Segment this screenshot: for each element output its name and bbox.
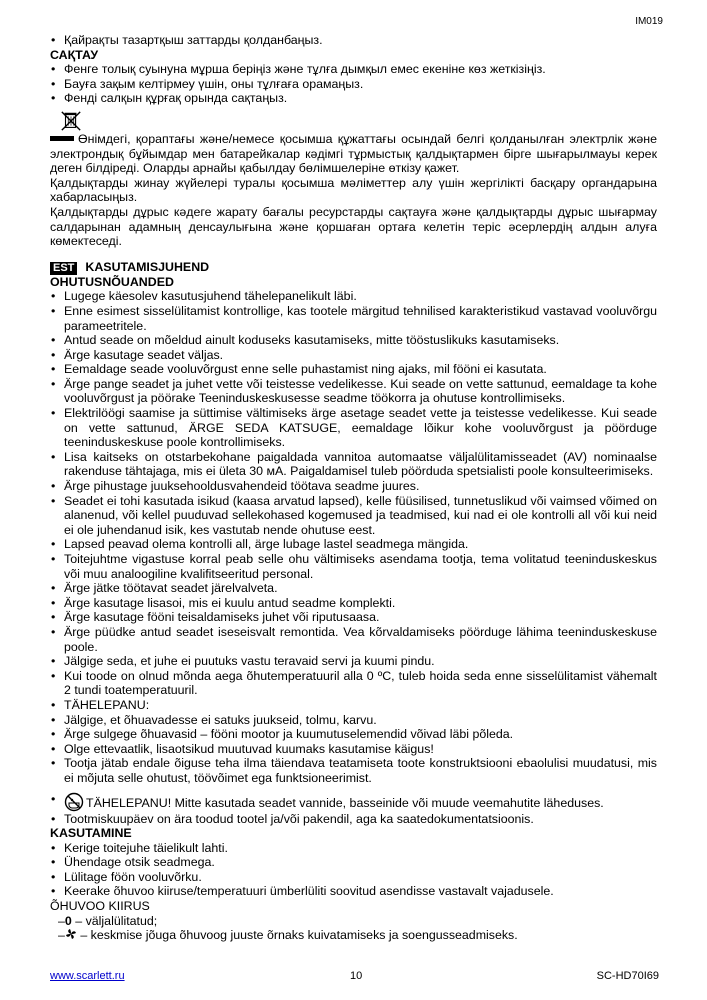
et-title: KASUTAMISJUHEND [85,259,210,274]
et-safety-item: • Jälgige seda, et juhe ei puutuks vastu teravaid servi ja kuumi pindu. [50,654,657,669]
et-manufacture-date: • Tootmiskuupäev on ära toodud tootel ja/või pakendil, aga ka saatedokumentatsioonis. [50,812,657,827]
et-bath-warning [50,792,657,812]
et-safety-item: • Elektrilöögi saamise ja süttimise vältimiseks ärge asetage seadet vette ja teistesse vedelikesse. Kui seade on vette sattunud, ÄRGE SEDA KATSUGE, eemaldage lõikur kohe vooluvõrgust ja pöörduge teeninduskeskuse poole kontrollimiseks. [50,406,657,450]
et-safety-item: • Ärge kasutage seadet väljas. [50,348,657,363]
website-link[interactable]: www.scarlett.ru [50,970,125,982]
et-safety-item: • Jälgige, et õhuavadesse ei satuks juukseid, tolmu, karvu. [50,713,657,728]
speed-mode-medium [50,928,657,943]
et-safety-item: • Olge ettevaatlik, lisaotsikud muutuvad kuumaks kasutamise käigus! [50,742,657,757]
et-safety-heading: OHUTUSNÕUANDED [50,274,174,289]
mode-text: – väljalülitatud; [71,913,158,928]
et-safety-item: • Ärge kasutage fööni teisaldamiseks juhet või riputusaasa. [50,610,657,625]
et-safety-item: • Antud seade on mõeldud ainult koduseks kasutamiseks, mitte tööstuslikuks kasutamiseks. [50,333,657,348]
et-speed-heading: ÕHUVOO KIIRUS [50,899,150,914]
et-safety-item: • Lapsed peavad olema kontrolli all, ärge lubage lastel seadmega mängida. [50,537,657,552]
kk-paragraph: Қалдықтарды жинау жүйелері туралы қосымша мәліметтер алу үшін жергілікті басқару органдарына хабарласыңыз. [50,175,657,205]
et-safety-item: • Ärge sulgege õhuavasid – fööni mootor ja kuumutuselemendid võivad läbi põleda. [50,727,657,742]
et-usage-item: • Keerake õhuvoo kiiruse/temperatuuri ümberlüliti soovitud asendisse vastavalt vajadusele. [50,884,657,899]
et-safety-item: • Ärge kasutage lisasoi, mis ei kuulu antud seadme komplekti. [50,596,657,611]
document-code: IM019 [635,16,663,27]
language-badge: EST [50,262,77,275]
et-section-title [50,260,657,275]
kk-recycle-text: Өнімдегі, қорaптағы және/немесе қосымша құжаттағы осындай белгі қолданылған электрлік және электрондық бұйымдар мен батарейкалар кәдімгі тұрмыстық қалдықтармен бірге шығарылмауы керек деген білдіреді. Оларды арнайы қабылдау бөлімшелеріне өткізу қажет. [50,131,657,176]
kk-storage-item: • Фенге толық суынуна мұрша беріңіз және тұлға дымқыл емес екеніне көз жеткізіңіз. [50,62,657,77]
et-usage-item: • Ühendage otsik seadmega. [50,855,657,870]
crossed-bin-icon [60,110,82,132]
et-safety-item: • Ärge püüdke antud seadet iseseisvalt remontida. Vea kõrvaldamiseks pöörduge lähima teeninduskeskuse poole. [50,625,657,654]
et-safety-item: • Eemaldage seade vooluvõrgust enne selle puhastamist ning ajaks, mil fööni ei kasutata. [50,362,657,377]
mode-text: – keskmise jõuga õhuvoog juuste õrnaks kuivatamiseks ja soengusseadmiseks. [76,928,518,943]
recycle-block [50,110,657,176]
dash: – [58,913,65,928]
et-usage-item: • Kerige toitejuhe täielikult lahti. [50,841,657,856]
et-safety-item: • Enne esimest sisselülitamist kontrollige, kas tootele märgitud tehnilised karakteristikud vastavad vooluvõrgu parameetritele. [50,304,657,333]
et-safety-item: • Toitejuhtme vigastuse korral peab selle ohu vältimiseks asendama tootja, tema volitatud teeninduskeskus või muu analoogiline kvalifitseeritud personal. [50,552,657,581]
kk-paragraph: Қалдықтарды дұрыс кәдеге жарату бағалы ресурстарды сақтауға және қалдықтарды дұрыс шығармау салдарынан адамның денсаулығына және қоршаған ортаға келетін теріс әсерлердің алдын алуға көмектеседі. [50,204,657,249]
et-usage-heading: KASUTAMINE [50,826,132,841]
model-number: SC-HD70I69 [596,970,659,982]
et-safety-item: • Lugege käesolev kasutusjuhend tähelepanelikult läbi. [50,289,657,304]
kk-bullet-abrasive: • Қайрақты тазартқыш заттарды қолданбаңыз. [50,33,657,48]
et-safety-item: • Ärge pange seadet ja juhet vette või teistesse vedelikesse. Kui seade on vette sattunud, eemaldage ta kohe vooluvõrgust ja pöörake Teeninduskeskusesse seadme töökorra ja ohutuse kontrollimiseks. [50,377,657,406]
fan-icon [65,928,77,940]
et-safety-item: • Kui toode on olnud mõnda aega õhutemperatuuril alla 0 ºC, tuleb hoida seda enne sisselülitamist vähemalt 2 tundi toatemperatuuril. [50,669,657,698]
et-safety-item: • Lisa kaitseks on otstarbekohane paigaldada vannitoa automaatse väljalülitamisseadet (AV) nominaalse rakenduse tähtajaga, mis ei ületa 30 мА. Paigaldamisel tuleb pöörduda spetsialisti poole konsulteerimiseks. [50,450,657,479]
et-safety-item: • Ärge jätke töötavat seadet järelvalveta. [50,581,657,596]
et-usage-item: • Lülitage föön vooluvõrku. [50,870,657,885]
no-bath-icon [64,792,84,812]
speed-mode-off [50,914,657,929]
kk-storage-heading: САҚТАУ [50,47,99,62]
et-safety-item: • Tootja jätab endale õiguse teha ilma täiendava teatamiseta toote konstruktsiooni ebaolulisi muudatusi, mis ei mõjuta selle ohutust, töövõimet ega funktsioneerimist. [50,756,657,785]
page-number: 10 [350,970,363,982]
et-safety-item: • Seadet ei tohi kasutada isikud (kaasa arvatud lapsed), kelle füüsilised, tunnetuslikud või vaimsed võimed on alanenud, või kellel puuduvad sellekohased kogemused ja teadmised, kui nad ei ole kontrolli all või kui neid ei ole juhendanud isik, kes vastutab nende ohutuse eest. [50,494,657,538]
bath-warning-text: TÄHELEPANU! Mitte kasutada seadet vannide, basseinide või muude veemahutite läheduses. [86,795,604,810]
page-content [50,33,657,943]
et-safety-item: • TÄHELEPANU: [50,698,657,713]
kk-storage-item: • Бауға зақым келтірмеу үшін, оны тұлғаға орамаңыз. [50,77,657,92]
dash: – [58,928,65,943]
et-safety-item: • Ärge pihustage juuksehooldusvahendeid töötava seadme juures. [50,479,657,494]
bar-mark-icon [50,136,74,141]
mode-key: 0 [64,913,72,928]
page-footer [50,970,659,984]
kk-storage-item: • Фенді салқын құрғақ орында сақтаңыз. [50,91,657,106]
